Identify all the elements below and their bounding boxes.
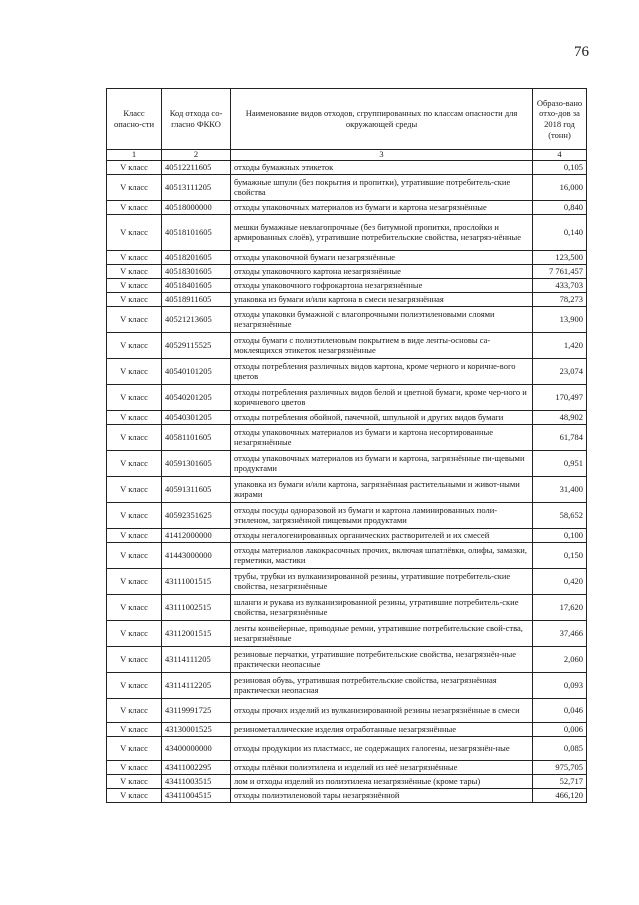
column-number: 1: [107, 150, 162, 161]
waste-name-cell: упаковка из бумаги и/или картона, загрязнённая растительными и живот-ными жирами: [231, 477, 533, 503]
fkko-code-cell: 43111001515: [162, 569, 231, 595]
waste-name-cell: резиновые перчатки, утратившие потребительские свойства, незагрязнён-ные практически неопасные: [231, 647, 533, 673]
column-number: 3: [231, 150, 533, 161]
waste-name-cell: трубы, трубки из вулканизированной резины, утратившие потребитель-ские свойства, незагрязнённые: [231, 569, 533, 595]
hazard-class-cell: V класс: [107, 621, 162, 647]
waste-table: [106, 88, 587, 803]
header-waste-name: Наименование видов отходов, сгруппированных по классам опасности для окружающей среды: [231, 89, 533, 150]
column-number: 2: [162, 150, 231, 161]
hazard-class-cell: V класс: [107, 215, 162, 251]
fkko-code-cell: 40512211605: [162, 161, 231, 175]
waste-name-cell: отходы упаковочных материалов из бумаги и картона несортированные незагрязнённые: [231, 425, 533, 451]
hazard-class-cell: V класс: [107, 161, 162, 175]
table-row: [107, 385, 587, 411]
amount-cell: 0,150: [533, 543, 587, 569]
fkko-code-cell: 40591301605: [162, 451, 231, 477]
waste-name-cell: шланги и рукава из вулканизированной резины, утратившие потребитель-ские свойства, незагрязнённые: [231, 595, 533, 621]
amount-cell: 0,840: [533, 201, 587, 215]
fkko-code-cell: 40518911605: [162, 293, 231, 307]
header-row: [107, 89, 587, 150]
waste-name-cell: отходы упаковочного гофрокартона незагрязнённые: [231, 279, 533, 293]
hazard-class-cell: V класс: [107, 385, 162, 411]
fkko-code-cell: 43411004515: [162, 789, 231, 803]
table-row: [107, 477, 587, 503]
table-body: [107, 161, 587, 803]
amount-cell: 0,100: [533, 529, 587, 543]
fkko-code-cell: 40521213605: [162, 307, 231, 333]
hazard-class-cell: V класс: [107, 425, 162, 451]
table-row: [107, 543, 587, 569]
amount-cell: 466,120: [533, 789, 587, 803]
waste-name-cell: отходы негалогенированных органических растворителей и их смесей: [231, 529, 533, 543]
fkko-code-cell: 43114111205: [162, 647, 231, 673]
hazard-class-cell: V класс: [107, 175, 162, 201]
waste-name-cell: отходы плёнки полиэтилена и изделий из неё незагрязнённые: [231, 761, 533, 775]
fkko-code-cell: 43119991725: [162, 699, 231, 723]
table-row: [107, 647, 587, 673]
amount-cell: 52,717: [533, 775, 587, 789]
table-row: [107, 529, 587, 543]
hazard-class-cell: V класс: [107, 775, 162, 789]
waste-name-cell: отходы продукции из пластмасс, не содержащих галогены, незагрязнён-ные: [231, 737, 533, 761]
header-amount: Образо-вано отхо-дов за 2018 год (тонн): [533, 89, 587, 150]
fkko-code-cell: 41412000000: [162, 529, 231, 543]
hazard-class-cell: V класс: [107, 737, 162, 761]
hazard-class-cell: V класс: [107, 529, 162, 543]
waste-name-cell: отходы прочих изделий из вулканизированной резины незагрязнённые в смеси: [231, 699, 533, 723]
amount-cell: 1,420: [533, 333, 587, 359]
amount-cell: 975,705: [533, 761, 587, 775]
amount-cell: 170,497: [533, 385, 587, 411]
table-row: [107, 161, 587, 175]
hazard-class-cell: V класс: [107, 265, 162, 279]
amount-cell: 23,074: [533, 359, 587, 385]
fkko-code-cell: 40513111205: [162, 175, 231, 201]
hazard-class-cell: V класс: [107, 761, 162, 775]
hazard-class-cell: V класс: [107, 201, 162, 215]
hazard-class-cell: V класс: [107, 699, 162, 723]
amount-cell: 0,420: [533, 569, 587, 595]
hazard-class-cell: V класс: [107, 673, 162, 699]
table-row: [107, 425, 587, 451]
waste-name-cell: отходы упаковочного картона незагрязнённые: [231, 265, 533, 279]
amount-cell: 0,046: [533, 699, 587, 723]
amount-cell: 433,703: [533, 279, 587, 293]
amount-cell: 13,900: [533, 307, 587, 333]
waste-name-cell: отходы упаковочной бумаги незагрязнённые: [231, 251, 533, 265]
hazard-class-cell: V класс: [107, 595, 162, 621]
hazard-class-cell: V класс: [107, 333, 162, 359]
fkko-code-cell: 40540201205: [162, 385, 231, 411]
table-row: [107, 251, 587, 265]
hazard-class-cell: V класс: [107, 293, 162, 307]
waste-name-cell: отходы посуды одноразовой из бумаги и картона ламинированных поли-этиленом, загрязнённой пищевыми продуктами: [231, 503, 533, 529]
amount-cell: 0,093: [533, 673, 587, 699]
fkko-code-cell: 40540101205: [162, 359, 231, 385]
waste-name-cell: отходы материалов лакокрасочных прочих, включая шпатлёвки, олифы, замазки, герметики, мастики: [231, 543, 533, 569]
fkko-code-cell: 43411002295: [162, 761, 231, 775]
fkko-code-cell: 43112001515: [162, 621, 231, 647]
table-row: [107, 775, 587, 789]
table-row: [107, 307, 587, 333]
fkko-code-cell: 41443000000: [162, 543, 231, 569]
waste-name-cell: отходы потребления различных видов картона, кроме черного и коричне-вого цветов: [231, 359, 533, 385]
column-number-row: [107, 150, 587, 161]
fkko-code-cell: 43400000000: [162, 737, 231, 761]
column-number: 4: [533, 150, 587, 161]
waste-name-cell: бумажные шпули (без покрытия и пропитки), утратившие потребитель-ские свойства: [231, 175, 533, 201]
header-hazard-class: Класс опасно-сти: [107, 89, 162, 150]
table-row: [107, 699, 587, 723]
hazard-class-cell: V класс: [107, 359, 162, 385]
amount-cell: 0,105: [533, 161, 587, 175]
hazard-class-cell: V класс: [107, 723, 162, 737]
hazard-class-cell: V класс: [107, 451, 162, 477]
fkko-code-cell: 40591311605: [162, 477, 231, 503]
hazard-class-cell: V класс: [107, 503, 162, 529]
table-row: [107, 451, 587, 477]
table-row: [107, 279, 587, 293]
amount-cell: 61,784: [533, 425, 587, 451]
table-row: [107, 411, 587, 425]
table-row: [107, 265, 587, 279]
page-number: 76: [574, 44, 589, 60]
hazard-class-cell: V класс: [107, 543, 162, 569]
waste-name-cell: отходы бумаги с полиэтиленовым покрытием в виде ленты-основы са-моклеящихся этикеток незагрязнённые: [231, 333, 533, 359]
amount-cell: 0,951: [533, 451, 587, 477]
fkko-code-cell: 40540301205: [162, 411, 231, 425]
fkko-code-cell: 43411003515: [162, 775, 231, 789]
table-row: [107, 673, 587, 699]
waste-name-cell: отходы потребления обойной, пачечной, шпульной и других видов бумаги: [231, 411, 533, 425]
table-row: [107, 293, 587, 307]
fkko-code-cell: 40518101605: [162, 215, 231, 251]
table-row: [107, 503, 587, 529]
header-fkko-code: Код отхода со-гласно ФККО: [162, 89, 231, 150]
hazard-class-cell: V класс: [107, 307, 162, 333]
waste-name-cell: отходы упаковки бумажной с влагопрочными полиэтиленовыми слоями незагрязнённые: [231, 307, 533, 333]
amount-cell: 17,620: [533, 595, 587, 621]
table-row: [107, 789, 587, 803]
waste-name-cell: отходы потребления различных видов белой и цветной бумаги, кроме чер-ного и коричневого цветов: [231, 385, 533, 411]
waste-name-cell: резиновая обувь, утратившая потребительские свойства, незагрязнённая практически неопасная: [231, 673, 533, 699]
table-row: [107, 595, 587, 621]
waste-name-cell: отходы упаковочных материалов из бумаги и картона незагрязнённые: [231, 201, 533, 215]
table-row: [107, 723, 587, 737]
fkko-code-cell: 43111002515: [162, 595, 231, 621]
hazard-class-cell: V класс: [107, 251, 162, 265]
waste-name-cell: отходы бумажных этикеток: [231, 161, 533, 175]
fkko-code-cell: 40518201605: [162, 251, 231, 265]
table-row: [107, 569, 587, 595]
table-row: [107, 359, 587, 385]
table-row: [107, 737, 587, 761]
table-row: [107, 201, 587, 215]
amount-cell: 2,060: [533, 647, 587, 673]
fkko-code-cell: 40529115525: [162, 333, 231, 359]
hazard-class-cell: V класс: [107, 477, 162, 503]
hazard-class-cell: V класс: [107, 411, 162, 425]
amount-cell: 123,500: [533, 251, 587, 265]
fkko-code-cell: 43114112205: [162, 673, 231, 699]
waste-name-cell: отходы упаковочных материалов из бумаги и картона, загрязнённые пи-щевыми продуктами: [231, 451, 533, 477]
hazard-class-cell: V класс: [107, 279, 162, 293]
waste-name-cell: упаковка из бумаги и/или картона в смеси незагрязнённая: [231, 293, 533, 307]
amount-cell: 78,273: [533, 293, 587, 307]
waste-name-cell: ленты конвейерные, приводные ремни, утратившие потребительские свой-ства, незагрязнённые: [231, 621, 533, 647]
hazard-class-cell: V класс: [107, 789, 162, 803]
table-row: [107, 175, 587, 201]
hazard-class-cell: V класс: [107, 569, 162, 595]
fkko-code-cell: 40581101605: [162, 425, 231, 451]
amount-cell: 48,902: [533, 411, 587, 425]
waste-name-cell: лом и отходы изделий из полиэтилена незагрязнённые (кроме тары): [231, 775, 533, 789]
amount-cell: 0,085: [533, 737, 587, 761]
table-row: [107, 333, 587, 359]
amount-cell: 31,400: [533, 477, 587, 503]
amount-cell: 7 761,457: [533, 265, 587, 279]
hazard-class-cell: V класс: [107, 647, 162, 673]
fkko-code-cell: 40518401605: [162, 279, 231, 293]
waste-name-cell: резинометаллические изделия отработанные незагрязнённые: [231, 723, 533, 737]
amount-cell: 37,466: [533, 621, 587, 647]
fkko-code-cell: 40518000000: [162, 201, 231, 215]
waste-name-cell: отходы полиэтиленовой тары незагрязнённой: [231, 789, 533, 803]
table-row: [107, 621, 587, 647]
waste-name-cell: мешки бумажные невлагопрочные (без битумной пропитки, прослойки и армированных слоёв), утратившие потребительские свойства, незагряз-нённые: [231, 215, 533, 251]
amount-cell: 0,006: [533, 723, 587, 737]
fkko-code-cell: 43130001525: [162, 723, 231, 737]
table-row: [107, 215, 587, 251]
table-row: [107, 761, 587, 775]
fkko-code-cell: 40592351625: [162, 503, 231, 529]
amount-cell: 16,000: [533, 175, 587, 201]
fkko-code-cell: 40518301605: [162, 265, 231, 279]
amount-cell: 58,652: [533, 503, 587, 529]
amount-cell: 0,140: [533, 215, 587, 251]
